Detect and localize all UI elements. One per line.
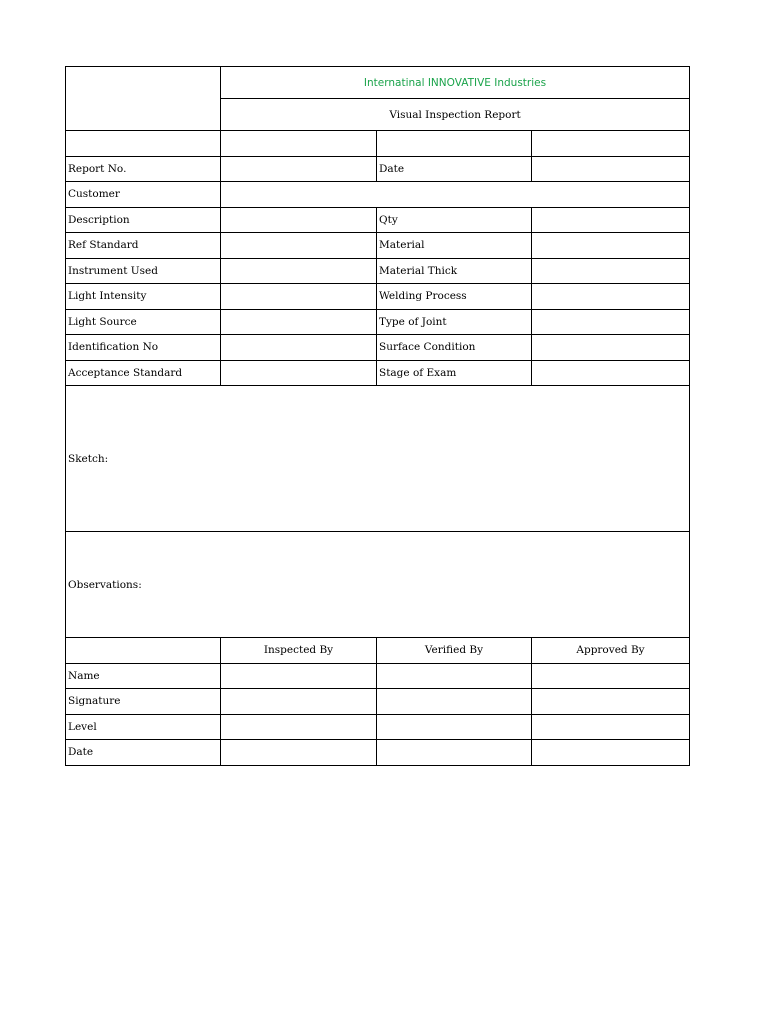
verified-by-header: Verified By xyxy=(377,638,532,664)
identification-no-field[interactable] xyxy=(221,335,377,361)
welding-process-field[interactable] xyxy=(532,284,690,310)
level-label: Level xyxy=(66,714,221,740)
signoff-header-row xyxy=(66,638,690,664)
approved-by-date-field[interactable] xyxy=(532,740,690,766)
signoff-row xyxy=(66,714,690,740)
sketch-area[interactable] xyxy=(66,386,690,532)
light-intensity-label: Light Intensity xyxy=(66,284,221,310)
inspected-by-signature-field[interactable] xyxy=(221,689,377,715)
surface-condition-label: Surface Condition xyxy=(377,335,532,361)
report-table xyxy=(65,66,690,766)
approved-by-signature-field[interactable] xyxy=(532,689,690,715)
blank-cell[interactable] xyxy=(377,131,532,157)
detail-row xyxy=(66,284,690,310)
blank-cell[interactable] xyxy=(532,131,690,157)
acceptance-standard-field[interactable] xyxy=(221,360,377,386)
observations-label: Observations: xyxy=(68,578,142,591)
blank-row xyxy=(66,131,690,157)
verified-by-level-field[interactable] xyxy=(377,714,532,740)
logo-cell xyxy=(66,67,221,131)
customer-label: Customer xyxy=(66,182,221,208)
detail-row xyxy=(66,207,690,233)
sketch-label: Sketch: xyxy=(68,452,109,465)
detail-row xyxy=(66,335,690,361)
approved-by-level-field[interactable] xyxy=(532,714,690,740)
ref-standard-label: Ref Standard xyxy=(66,233,221,259)
welding-process-label: Welding Process xyxy=(377,284,532,310)
qty-field[interactable] xyxy=(532,207,690,233)
detail-row xyxy=(66,309,690,335)
material-thick-field[interactable] xyxy=(532,258,690,284)
inspected-by-level-field[interactable] xyxy=(221,714,377,740)
light-intensity-field[interactable] xyxy=(221,284,377,310)
company-name: Internatinal INNOVATIVE Industries xyxy=(221,67,690,99)
type-of-joint-field[interactable] xyxy=(532,309,690,335)
approved-by-name-field[interactable] xyxy=(532,663,690,689)
observations-area[interactable] xyxy=(66,532,690,638)
material-label: Material xyxy=(377,233,532,259)
stage-of-exam-field[interactable] xyxy=(532,360,690,386)
description-label: Description xyxy=(66,207,221,233)
type-of-joint-label: Type of Joint xyxy=(377,309,532,335)
inspected-by-date-field[interactable] xyxy=(221,740,377,766)
date-field[interactable] xyxy=(532,156,690,182)
inspection-report-form xyxy=(65,66,689,766)
material-field[interactable] xyxy=(532,233,690,259)
description-field[interactable] xyxy=(221,207,377,233)
detail-row xyxy=(66,360,690,386)
detail-row xyxy=(66,156,690,182)
acceptance-standard-label: Acceptance Standard xyxy=(66,360,221,386)
report-no-label: Report No. xyxy=(66,156,221,182)
detail-row xyxy=(66,233,690,259)
blank-cell[interactable] xyxy=(221,131,377,157)
signoff-row xyxy=(66,740,690,766)
verified-by-signature-field[interactable] xyxy=(377,689,532,715)
verified-by-date-field[interactable] xyxy=(377,740,532,766)
verified-by-name-field[interactable] xyxy=(377,663,532,689)
inspected-by-header: Inspected By xyxy=(221,638,377,664)
detail-row xyxy=(66,258,690,284)
detail-row xyxy=(66,182,690,208)
light-source-label: Light Source xyxy=(66,309,221,335)
signoff-date-label: Date xyxy=(66,740,221,766)
report-no-field[interactable] xyxy=(221,156,377,182)
material-thick-label: Material Thick xyxy=(377,258,532,284)
customer-field[interactable] xyxy=(221,182,690,208)
report-title: Visual Inspection Report xyxy=(221,99,690,131)
blank-cell xyxy=(66,131,221,157)
inspected-by-name-field[interactable] xyxy=(221,663,377,689)
surface-condition-field[interactable] xyxy=(532,335,690,361)
name-label: Name xyxy=(66,663,221,689)
stage-of-exam-label: Stage of Exam xyxy=(377,360,532,386)
signoff-corner-cell xyxy=(66,638,221,664)
signature-label: Signature xyxy=(66,689,221,715)
date-label: Date xyxy=(377,156,532,182)
ref-standard-field[interactable] xyxy=(221,233,377,259)
approved-by-header: Approved By xyxy=(532,638,690,664)
signoff-row xyxy=(66,663,690,689)
light-source-field[interactable] xyxy=(221,309,377,335)
instrument-used-label: Instrument Used xyxy=(66,258,221,284)
identification-no-label: Identification No xyxy=(66,335,221,361)
signoff-row xyxy=(66,689,690,715)
qty-label: Qty xyxy=(377,207,532,233)
instrument-used-field[interactable] xyxy=(221,258,377,284)
